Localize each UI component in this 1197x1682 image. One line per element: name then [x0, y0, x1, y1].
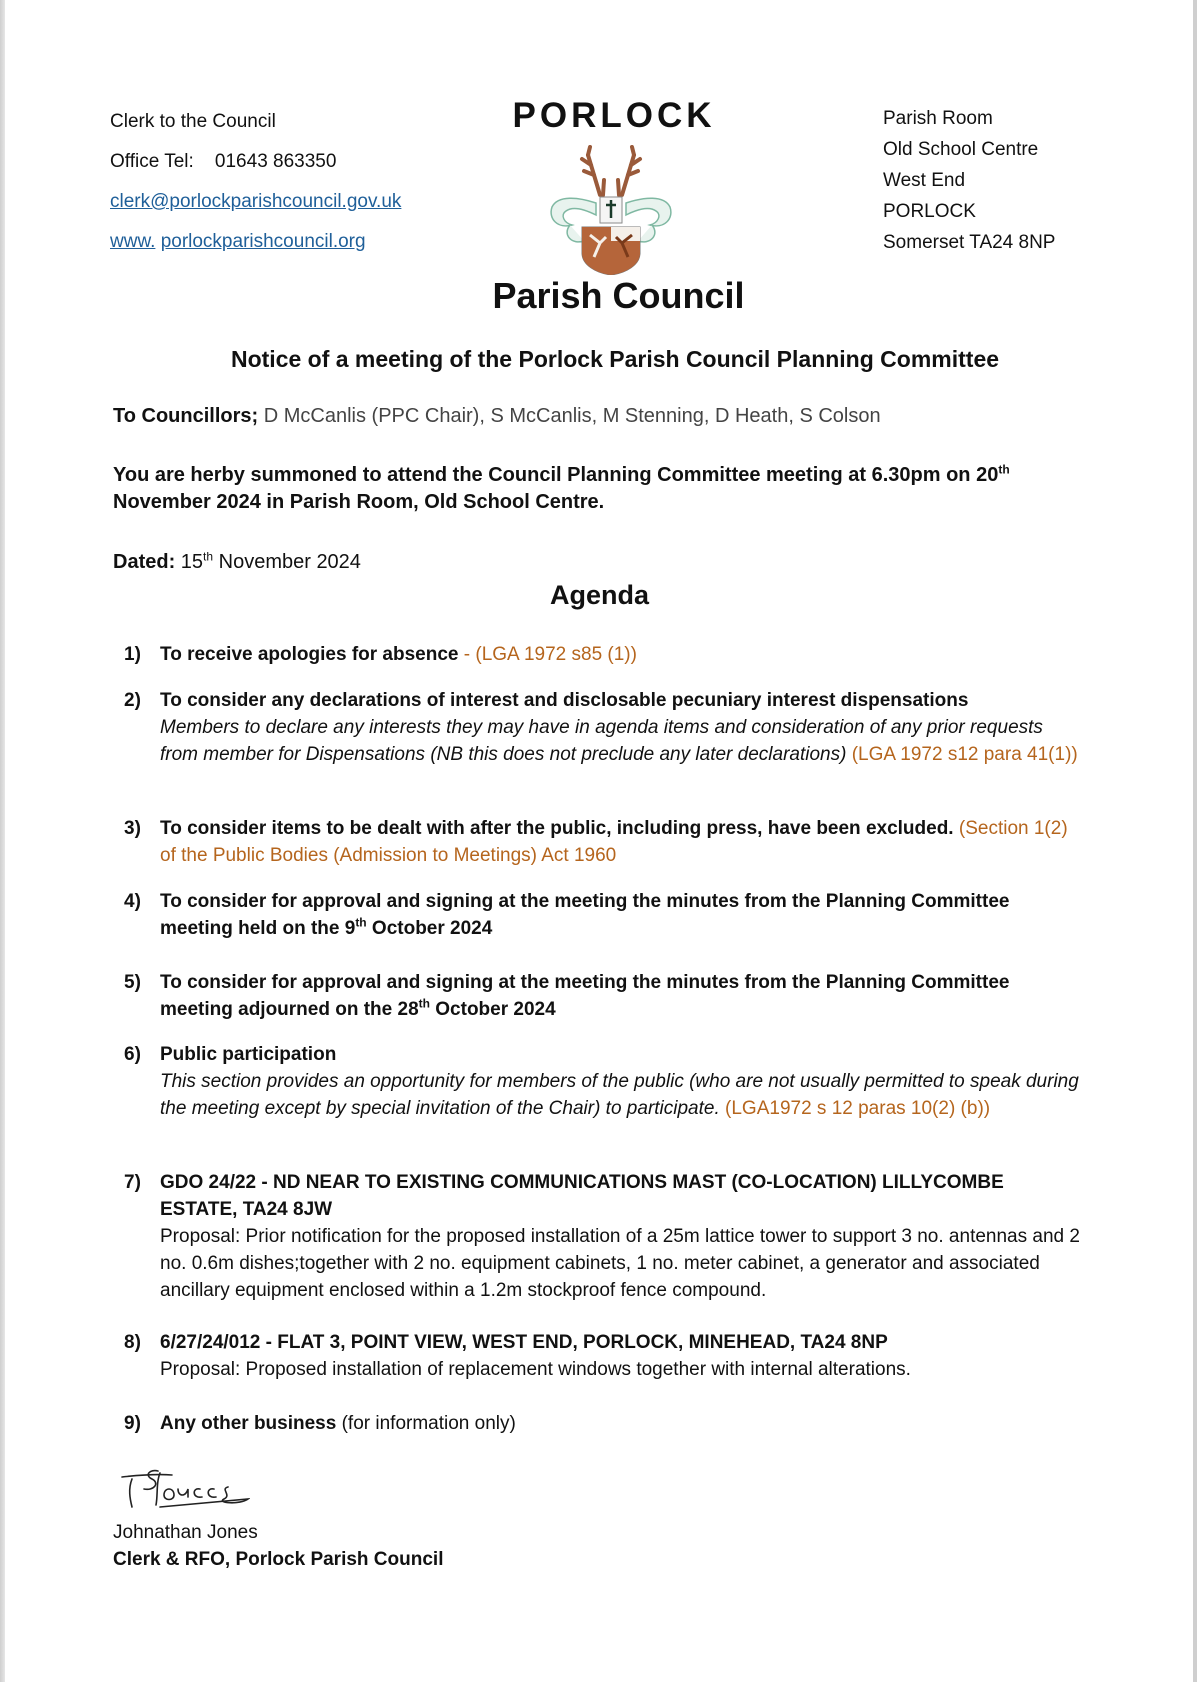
page-edge-right	[1193, 0, 1197, 1682]
dated-sup: th	[203, 549, 214, 564]
page-edge-left	[0, 0, 5, 1682]
dated-line	[113, 549, 1093, 576]
item-title: To consider for approval and signing at the meeting the minutes from the Planning Committee meeting adjourned on the 28	[160, 972, 1010, 1020]
councillors-label: To Councillors;	[113, 405, 259, 427]
dated-rest: November 2024	[218, 551, 361, 573]
office-tel-label: Office Tel:	[110, 151, 194, 172]
address-line: West End	[883, 170, 966, 191]
item-reference: (LGA1972 s 12 paras 10(2) (b))	[725, 1098, 991, 1119]
item-title-end: October 2024	[371, 918, 493, 939]
item-title: To receive apologies for absence	[160, 644, 459, 665]
address-line: Old School Centre	[883, 139, 1039, 160]
item-reference: (LGA 1972 s85 (1))	[475, 644, 637, 665]
address-line: PORLOCK	[883, 201, 976, 222]
address-line: Parish Room	[883, 108, 993, 129]
signatory	[113, 1519, 443, 1573]
agenda-title: Agenda	[549, 580, 649, 610]
signature-icon	[120, 1465, 250, 1513]
item-number: 3)	[124, 818, 141, 839]
office-tel	[110, 142, 401, 182]
agenda-item	[124, 641, 1084, 668]
website-link[interactable]: porlockparishcouncil.org	[160, 231, 366, 252]
signatory-role: Clerk & RFO, Porlock Parish Council	[113, 1549, 444, 1570]
email-link[interactable]: clerk@porlockparishcouncil.gov.uk	[110, 191, 402, 212]
agenda-item	[124, 815, 1084, 869]
item-reference: (Section 1(2) of the Public Bodies (Admission to Meetings) Act 1960	[160, 818, 1068, 866]
office-tel-number: 01643 863350	[214, 151, 337, 172]
summons-part1: You are herby summoned to attend the Council Planning Committee meeting at 6.30pm on 20	[113, 464, 999, 486]
item-separator: -	[458, 644, 476, 665]
item-title-end: October 2024	[435, 999, 556, 1020]
item-title: To consider any declarations of interest and disclosable pecuniary interest dispensations	[160, 690, 969, 711]
item-number: 7)	[124, 1172, 141, 1193]
summons-text	[113, 462, 1093, 516]
item-note: (for information only)	[336, 1413, 516, 1434]
item-number: 8)	[124, 1332, 141, 1353]
dated-label: Dated:	[113, 551, 176, 573]
item-sup: th	[355, 915, 367, 930]
summons-part2: November 2024 in Parish Room, Old School Centre.	[113, 491, 605, 513]
item-number: 2)	[124, 690, 141, 711]
councillors-names: D McCanlis (PPC Chair), S McCanlis, M Stenning, D Heath, S Colson	[263, 405, 881, 427]
agenda-item	[124, 1410, 1084, 1437]
logo-title: PORLOCK	[512, 96, 716, 135]
agenda-item	[124, 1169, 1084, 1304]
summons-sup: th	[998, 462, 1010, 477]
item-proposal: Proposal: Prior notification for the proposed installation of a 25m lattice tower to support 3 no. antennas and 2 no. 0.6m dishes;together with 2 no. equipment cabinets, 1 no. meter cabinet, a generator and associated ancillary equipment enclosed within a 1.2m stockproof fence compound.	[160, 1226, 1080, 1301]
council-address	[883, 103, 1055, 258]
item-number: 1)	[124, 644, 141, 665]
item-title: Public participation	[160, 1044, 337, 1065]
item-title: 6/27/24/012 - FLAT 3, POINT VIEW, WEST END, PORLOCK, MINEHEAD, TA24 8NP	[160, 1332, 888, 1353]
item-title: Any other business	[160, 1413, 337, 1434]
item-number: 5)	[124, 972, 141, 993]
item-sup: th	[418, 996, 430, 1011]
notice-title: Notice of a meeting of the Porlock Parish Council Planning Committee	[230, 346, 1000, 372]
agenda-item	[124, 687, 1084, 768]
item-number: 4)	[124, 891, 141, 912]
clerk-role: Clerk to the Council	[110, 111, 276, 132]
agenda-item	[124, 1041, 1084, 1122]
item-proposal: Proposal: Proposed installation of replacement windows together with internal alterations.	[160, 1359, 911, 1380]
councillors-line	[113, 403, 1093, 430]
dated-day: 15	[180, 551, 204, 573]
agenda-item	[124, 969, 1084, 1023]
address-line: Somerset TA24 8NP	[883, 232, 1056, 253]
agenda-item	[124, 1329, 1084, 1383]
item-detail: Members to declare any interests they may have in agenda items and consideration of any prior requests from member for Dispensations (NB this does not preclude any later declarations)	[160, 717, 1043, 765]
item-reference: (LGA 1972 s12 para 41(1))	[851, 744, 1078, 765]
agenda-item	[124, 888, 1084, 942]
item-number: 9)	[124, 1413, 141, 1434]
item-title: To consider items to be dealt with after the public, including press, have been excluded.	[160, 818, 954, 839]
coat-of-arms-icon	[548, 145, 674, 275]
logo-subtitle: Parish Council	[492, 275, 745, 316]
item-number: 6)	[124, 1044, 141, 1065]
item-detail: This section provides an opportunity for members of the public (who are not usually permitted to speak during the meeting except by special invitation of the Chair) to participate.	[160, 1071, 1079, 1119]
item-title: To consider for approval and signing at the meeting the minutes from the Planning Committee meeting held on the 9	[160, 891, 1010, 939]
website-prefix-link[interactable]: www.	[110, 231, 156, 252]
signatory-name: Johnathan Jones	[113, 1522, 258, 1543]
item-title: GDO 24/22 - ND NEAR TO EXISTING COMMUNICATIONS MAST (CO-LOCATION) LILLYCOMBE ESTATE, TA24 8JW	[160, 1172, 1004, 1220]
